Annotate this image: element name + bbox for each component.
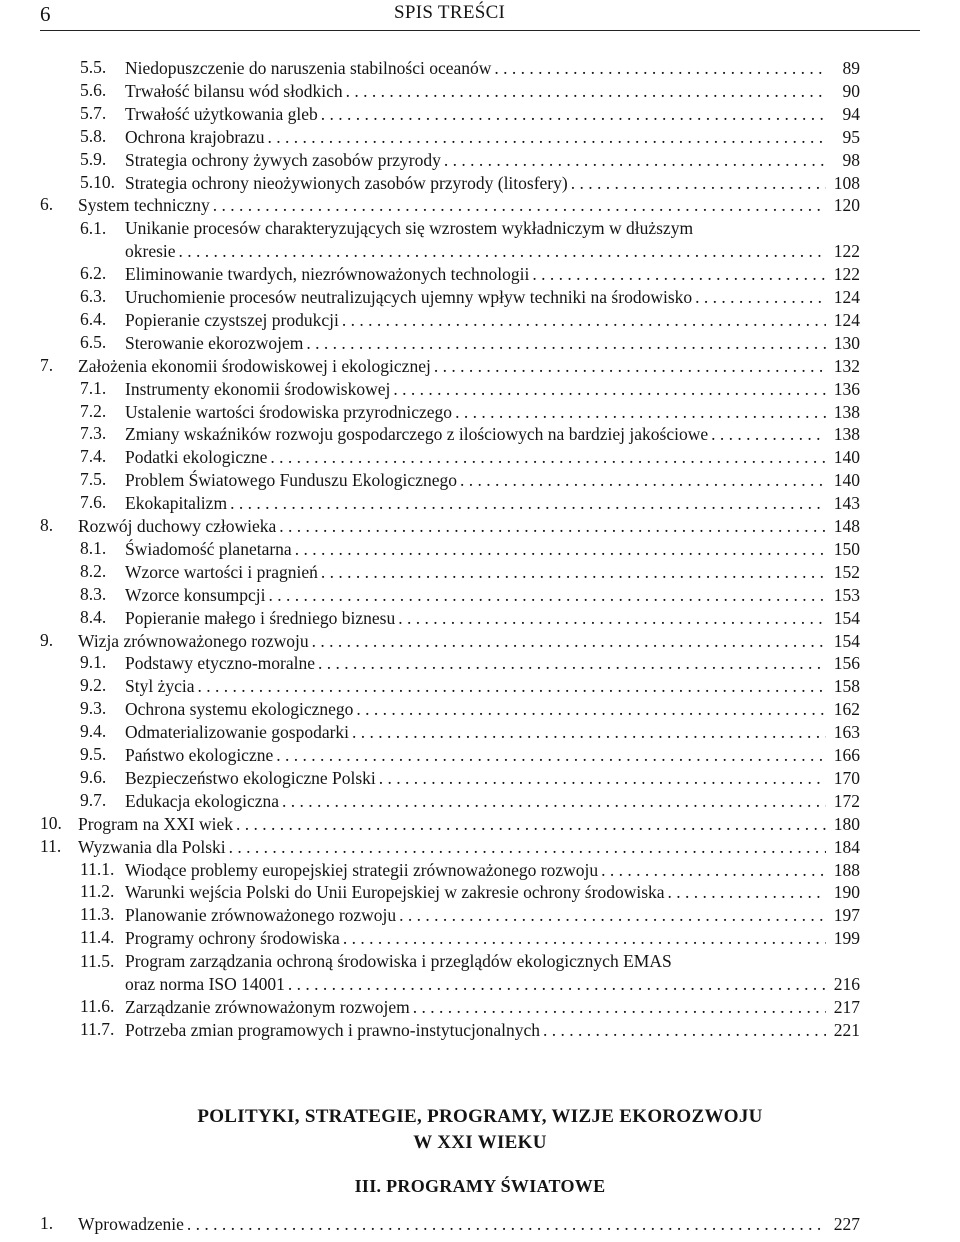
- toc-entry: [80, 789, 860, 812]
- toc-entry: [80, 468, 860, 491]
- toc-entry: [80, 422, 860, 445]
- toc-entry-title: Strategia ochrony żywych zasobów przyrody: [125, 149, 441, 170]
- toc-entry: [80, 995, 860, 1018]
- toc-entry-number: 8.3.: [80, 583, 107, 604]
- toc-entry-title: Niedopuszczenie do naruszenia stabilności oceanów: [125, 58, 492, 78]
- toc-entry-number: 11.7.: [80, 1018, 115, 1039]
- toc-entry-number: 9.: [40, 629, 54, 650]
- toc-entry-number: 9.6.: [80, 766, 107, 787]
- dot-leader: [413, 997, 826, 1018]
- toc-entry-number: 9.2.: [80, 675, 107, 696]
- toc-entry-number: 11.: [40, 835, 62, 856]
- dot-leader: [288, 974, 826, 995]
- toc-entry-page: 221: [833, 1019, 860, 1040]
- toc-entry-number: 9.5.: [80, 744, 107, 764]
- toc-entry: [80, 491, 860, 514]
- toc-entry-title: Założenia ekonomii środowiskowej i ekologicznej: [78, 355, 431, 376]
- dot-leader: [711, 424, 826, 445]
- toc-entry-page: 153: [833, 584, 860, 605]
- toc-entry: [80, 651, 860, 674]
- toc-entry-page: 130: [833, 332, 860, 353]
- toc-entry: [80, 239, 860, 262]
- toc-entry-title: Potrzeba zmian programowych i prawno-instytucjonalnych: [125, 1019, 541, 1040]
- dot-leader: [434, 356, 826, 377]
- dot-leader: [198, 676, 827, 697]
- toc-entry-number: 5.8.: [80, 125, 107, 146]
- toc-entry-number: 11.6.: [80, 995, 115, 1016]
- dot-leader: [312, 631, 826, 652]
- toc-entry-title: Ochrona krajobrazu: [125, 126, 265, 147]
- dot-leader: [276, 745, 826, 766]
- toc-entry: [80, 1018, 860, 1041]
- dot-leader: [306, 333, 826, 354]
- toc-entry: [40, 354, 860, 377]
- toc-entry-page: 94: [842, 103, 860, 124]
- toc-entry-title: Podstawy etyczno-moralne: [125, 653, 316, 674]
- toc-entry: [80, 743, 860, 766]
- toc-entry-title: Programy ochrony środowiska: [125, 928, 340, 949]
- toc-entry-number: 7.3.: [80, 423, 107, 444]
- toc-entry: [80, 880, 860, 903]
- toc-entry-page: 190: [833, 882, 860, 903]
- toc-entry-title-continued: okresie: [125, 241, 176, 262]
- toc-entry-title: Trwałość bilansu wód słodkich: [125, 80, 343, 101]
- toc-entry-page: 166: [833, 745, 860, 765]
- toc-entry-title: Wizja zrównoważonego rozwoju: [78, 630, 309, 651]
- toc-entry-title: Rozwój duchowy człowieka: [78, 516, 277, 536]
- toc-entry-title: Bezpieczeństwo ekologiczne Polski: [125, 767, 376, 788]
- dot-leader: [213, 195, 826, 216]
- toc-entry: [80, 331, 860, 354]
- toc-entry: [40, 514, 860, 537]
- dot-leader: [444, 150, 826, 171]
- toc-entry-number: 9.3.: [80, 698, 107, 719]
- section-heading-line2: W XXI WIEKU: [413, 1132, 547, 1153]
- toc-entry: [80, 79, 860, 102]
- toc-entry-page: 138: [833, 424, 860, 445]
- toc-entry-page: 217: [833, 996, 860, 1017]
- toc-entry-number: 6.5.: [80, 331, 107, 352]
- toc-entry: [80, 560, 860, 583]
- toc-entry-title: Strategia ochrony nieożywionych zasobów przyrody (litosfery): [125, 172, 568, 193]
- toc-entry-title: Zarządzanie zrównoważonym rozwojem: [125, 996, 410, 1017]
- dot-leader: [270, 447, 826, 468]
- toc-entry-number: 8.2.: [80, 560, 107, 581]
- dot-leader: [460, 470, 826, 491]
- toc-entry: [80, 125, 860, 148]
- toc-entry-page: 172: [833, 790, 860, 811]
- toc-entry-page: 184: [833, 836, 860, 857]
- toc-entry-page: 122: [833, 241, 860, 262]
- toc-entry-title: Edukacja ekologiczna: [125, 790, 280, 811]
- dot-leader: [236, 814, 826, 835]
- toc-entry-number: 10.: [40, 812, 62, 833]
- toc-entry: [80, 858, 860, 881]
- toc-entry-page: 120: [833, 195, 860, 216]
- dot-leader: [494, 58, 826, 79]
- part-heading: III. PROGRAMY ŚWIATOWE: [354, 1176, 606, 1196]
- dot-leader: [318, 653, 826, 674]
- toc-entry: [80, 102, 860, 125]
- dot-leader: [229, 837, 826, 858]
- toc-entry-title: Popieranie czystszej produkcji: [125, 309, 339, 330]
- toc-entry-title: Zmiany wskaźników rozwoju gospodarczego z ilościowych na bardziej jakościowe: [125, 424, 709, 445]
- toc-entry-page: 108: [833, 172, 860, 193]
- toc-entry-page: 140: [833, 470, 860, 491]
- toc-entry-title: Eliminowanie twardych, niezrównoważonych technologii: [125, 264, 530, 285]
- dot-leader: [267, 127, 826, 148]
- toc-entry: [80, 377, 860, 400]
- toc-entry-title: Program zarządzania ochroną środowiska i przeglądów ekologicznych EMAS: [125, 951, 672, 972]
- toc-entry-page: 98: [842, 149, 860, 170]
- toc-entry: [80, 720, 860, 743]
- toc-entry-title: Ustalenie wartości środowiska przyrodniczego: [125, 401, 453, 422]
- toc-entry-number: 11.3.: [80, 904, 115, 925]
- toc-entry-number: 5.6.: [80, 79, 107, 100]
- toc-entry-title: Państwo ekologiczne: [125, 745, 274, 765]
- dot-leader: [321, 104, 826, 125]
- toc-entry-page: 170: [833, 767, 860, 788]
- dot-leader: [455, 402, 826, 423]
- toc-entry-page: 188: [833, 859, 860, 880]
- dot-leader: [346, 81, 826, 102]
- toc-entry-page: 197: [833, 905, 860, 926]
- toc-entry-number: 7.2.: [80, 400, 107, 421]
- toc-entry-page: 199: [833, 928, 860, 949]
- toc-entry-title: Wzorce konsumpcji: [125, 584, 266, 605]
- toc-entry-page: 132: [833, 355, 860, 376]
- toc-entry-page: 89: [842, 58, 860, 78]
- dot-leader: [295, 539, 826, 560]
- toc-entry-number: 7.1.: [80, 377, 107, 398]
- toc-entry-number: 5.10.: [80, 171, 115, 192]
- toc-entry-number: 8.4.: [80, 606, 107, 627]
- toc-entry-number: 6.1.: [80, 218, 107, 239]
- toc-entry-page: 216: [833, 974, 860, 994]
- toc-entry-page: 154: [833, 630, 860, 651]
- dot-leader: [356, 699, 826, 720]
- toc-entry: [80, 285, 860, 308]
- toc-entry: [80, 262, 860, 285]
- dot-leader: [571, 173, 826, 194]
- toc-entry-title: Program na XXI wiek: [78, 813, 234, 834]
- toc-entry-number: 6.2.: [80, 263, 107, 284]
- dot-leader: [179, 241, 826, 262]
- dot-leader: [282, 791, 826, 812]
- toc-entry-page: 136: [833, 378, 860, 399]
- toc-entry-title: Odmaterializowanie gospodarki: [125, 722, 350, 743]
- toc-entry-title: Sterowanie ekorozwojem: [125, 332, 304, 353]
- dot-leader: [342, 310, 826, 331]
- toc-entry: [80, 148, 860, 171]
- toc-entry: [40, 193, 860, 216]
- dot-leader: [268, 585, 826, 606]
- toc-entry: [80, 56, 860, 79]
- toc-entry: [80, 926, 860, 949]
- toc-entry: [80, 537, 860, 560]
- toc-entry: [80, 445, 860, 468]
- toc-entry-page: 154: [833, 607, 860, 628]
- running-head: SPIS TREŚCI: [394, 2, 506, 23]
- toc-entry-page: 150: [833, 538, 860, 559]
- toc-entry-title: Popieranie małego i średniego biznesu: [125, 607, 396, 628]
- toc-entry-title: Instrumenty ekonomii środowiskowej: [125, 378, 391, 399]
- toc-entry-title: Uruchomienie procesów neutralizujących ujemny wpływ techniki na środowisko: [125, 287, 693, 307]
- toc-entry-page: 138: [833, 401, 860, 422]
- toc-entry-number: 7.6.: [80, 492, 107, 513]
- toc-entry-page: 162: [833, 699, 860, 720]
- toc-entry-number: 11.1.: [80, 858, 115, 879]
- toc-entry-page: 156: [833, 653, 860, 674]
- dot-leader: [695, 287, 826, 308]
- dot-leader: [398, 608, 826, 629]
- toc-entry-number: 7.4.: [80, 446, 107, 467]
- toc-entry-page: 227: [833, 1214, 860, 1234]
- toc-entry-number: 11.2.: [80, 881, 115, 902]
- toc-entry-page: 122: [833, 264, 860, 285]
- toc-entry-title: Ekokapitalizm: [125, 493, 228, 514]
- toc-entry-number: 11.5.: [80, 951, 115, 972]
- dot-leader: [279, 516, 826, 537]
- toc-entry-number: 9.7.: [80, 789, 107, 810]
- toc-entry-number: 8.: [40, 515, 54, 535]
- toc-entry-page: 124: [833, 287, 860, 307]
- dot-leader: [543, 1020, 826, 1041]
- dot-leader: [187, 1214, 826, 1235]
- toc-entry-number: 1.: [40, 1213, 54, 1233]
- dot-leader: [668, 882, 826, 903]
- toc-entry-title: Trwałość użytkowania gleb: [125, 103, 318, 124]
- toc-entry-page: 95: [842, 126, 860, 147]
- toc-entry-title: Warunki wejścia Polski do Unii Europejskiej w zakresie ochrony środowiska: [125, 882, 665, 903]
- toc-entry-page: 152: [833, 561, 860, 582]
- toc-entry: [80, 583, 860, 606]
- toc-entry-number: 11.4.: [80, 927, 115, 948]
- toc-entry-number: 5.5.: [80, 57, 107, 77]
- toc-entry-title: Wprowadzenie: [78, 1214, 184, 1234]
- toc-entry-page: 163: [833, 722, 860, 743]
- dot-leader: [321, 562, 826, 583]
- toc-entry-title: Styl życia: [125, 676, 195, 697]
- toc-entry-title-continued: oraz norma ISO 14001: [125, 974, 285, 994]
- toc-entry-number: 9.4.: [80, 721, 107, 742]
- toc-entry: [80, 606, 860, 629]
- toc-entry: [80, 171, 860, 194]
- toc-entry-title: Świadomość planetarna: [125, 538, 292, 559]
- dot-leader: [343, 928, 826, 949]
- toc-entry: [80, 308, 860, 331]
- toc-entry-number: 8.1.: [80, 537, 107, 558]
- toc-entry-number: 5.7.: [80, 102, 107, 123]
- toc-entry-page: 143: [833, 493, 860, 514]
- page-number: 6: [40, 2, 51, 26]
- toc-entry: [80, 972, 860, 995]
- toc-entry: [40, 812, 860, 835]
- dot-leader: [399, 905, 826, 926]
- toc-entry-title: Wzorce wartości i pragnień: [125, 561, 318, 582]
- dot-leader: [532, 264, 826, 285]
- toc-entry: [80, 697, 860, 720]
- toc-entry-title: Wiodące problemy europejskiej strategii zrównoważonego rozwoju: [125, 859, 599, 880]
- toc-entry: [40, 835, 860, 858]
- dot-leader: [379, 768, 826, 789]
- dot-leader: [230, 493, 826, 514]
- toc-entry-title: Wyzwania dla Polski: [78, 836, 226, 857]
- toc-entry-title: Podatki ekologiczne: [125, 447, 268, 468]
- toc-entry-title: Unikanie procesów charakteryzujących się wzrostem wykładniczym w dłuższym: [125, 218, 694, 239]
- section-heading-line1: POLITYKI, STRATEGIE, PROGRAMY, WIZJE EKOROZWOJU: [197, 1106, 763, 1127]
- toc-entry-number: 5.9.: [80, 148, 107, 169]
- toc-entry-number: 9.1.: [80, 652, 107, 673]
- toc-entry-line1: [80, 951, 672, 972]
- toc-entry-title: Ochrona systemu ekologicznego: [125, 699, 354, 720]
- toc-entry: [80, 674, 860, 697]
- toc-entry-title: Problem Światowego Funduszu Ekologicznego: [125, 470, 457, 491]
- toc-entry: [80, 766, 860, 789]
- toc-entry-number: 7.: [40, 354, 54, 375]
- toc-entry-page: 158: [833, 676, 860, 697]
- toc-entry: [40, 629, 860, 652]
- toc-entry-number: 6.4.: [80, 308, 107, 329]
- dot-leader: [352, 722, 826, 743]
- toc-entry: [80, 903, 860, 926]
- dot-leader: [393, 379, 826, 400]
- toc-entry-page: 90: [842, 80, 860, 101]
- toc-entry: [80, 400, 860, 423]
- toc-entry-title: System techniczny: [78, 195, 210, 216]
- toc-entry-title: Planowanie zrównoważonego rozwoju: [125, 905, 397, 926]
- toc-entry-number: 6.: [40, 194, 54, 215]
- toc-entry-page: 124: [833, 309, 860, 330]
- toc-entry-final: [40, 1212, 860, 1235]
- toc-entry-number: 6.3.: [80, 286, 107, 306]
- dot-leader: [601, 860, 826, 881]
- toc-entry-page: 140: [833, 447, 860, 468]
- toc-entry-number: 7.5.: [80, 469, 107, 490]
- toc-entry-line1: [80, 218, 693, 239]
- toc-entry-page: 148: [833, 516, 860, 536]
- toc-entry-page: 180: [833, 813, 860, 834]
